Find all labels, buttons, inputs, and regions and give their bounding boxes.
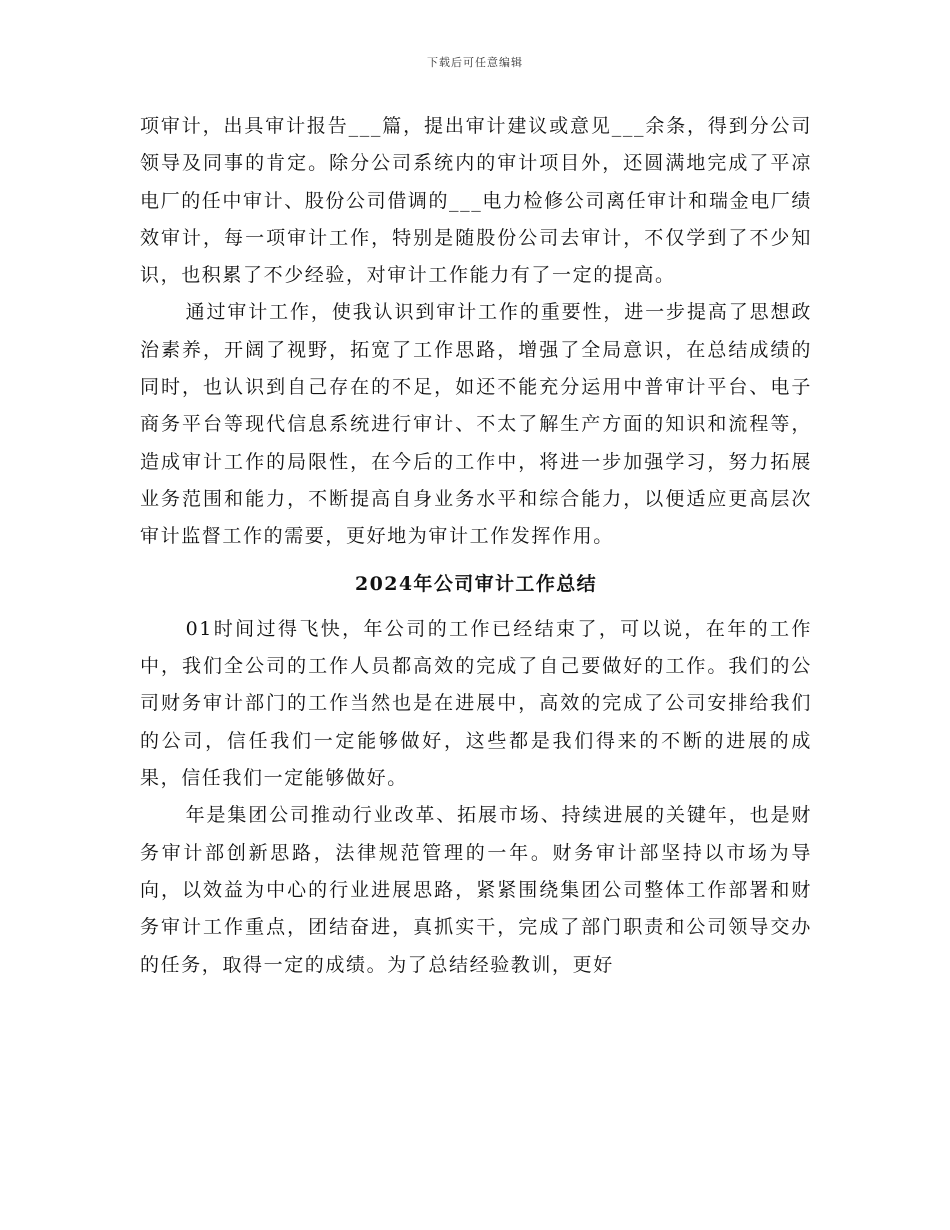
page-header: 下载后可任意编辑: [427, 56, 523, 69]
paragraph-year-summary: 01时间过得飞快，年公司的工作已经结束了，可以说，在年的工作中，我们全公司的工作人员都高效的完成了自己要做好的工作。我们的公司财务审计部门的工作当然也是在进展中，高效的完成了公司安排给我们的公司，信任我们一定能够做好，这些都是我们得来的不断的进展的成果，信任我们一定能够做好。: [140, 617, 812, 790]
paragraph-key-year: 年是集团公司推动行业改革、拓展市场、持续进展的关键年，也是财务审计部创新思路，法律规范管理的一年。财务审计部坚持以市场为导向，以效益为中心的行业进展思路，紧紧围绕集团公司整体工作部署和财务审计工作重点，团结奋进，真抓实干，完成了部门职责和公司领导交办的任务，取得一定的成绩。为了总结经验教训，更好: [140, 804, 812, 976]
document-body: [140, 108, 812, 984]
section-title: 2024年公司审计工作总结: [354, 572, 598, 595]
paragraph-audit-reflection: 通过审计工作，使我认识到审计工作的重要性，进一步提高了思想政治素养，开阔了视野，拓宽了工作思路，增强了全局意识，在总结成绩的同时，也认识到自己存在的不足，如还不能充分运用中普审计平台、电子商务平台等现代信息系统进行审计、不太了解生产方面的知识和流程等，造成审计工作的局限性，在今后的工作中，将进一步加强学习，努力拓展业务范围和能力，不断提高自身业务水平和综合能力，以便适应更高层次审计监督工作的需要，更好地为审计工作发挥作用。: [140, 301, 812, 548]
paragraph-audit-reports: 项审计，出具审计报告___篇，提出审计建议或意见___余条，得到分公司领导及同事的肯定。除分公司系统内的审计项目外，还圆满地完成了平凉电厂的任中审计、股份公司借调的___电力检修公司离任审计和瑞金电厂绩效审计，每一项审计工作，特别是随股份公司去审计，不仅学到了不少知识，也积累了不少经验，对审计工作能力有了一定的提高。: [140, 115, 812, 287]
